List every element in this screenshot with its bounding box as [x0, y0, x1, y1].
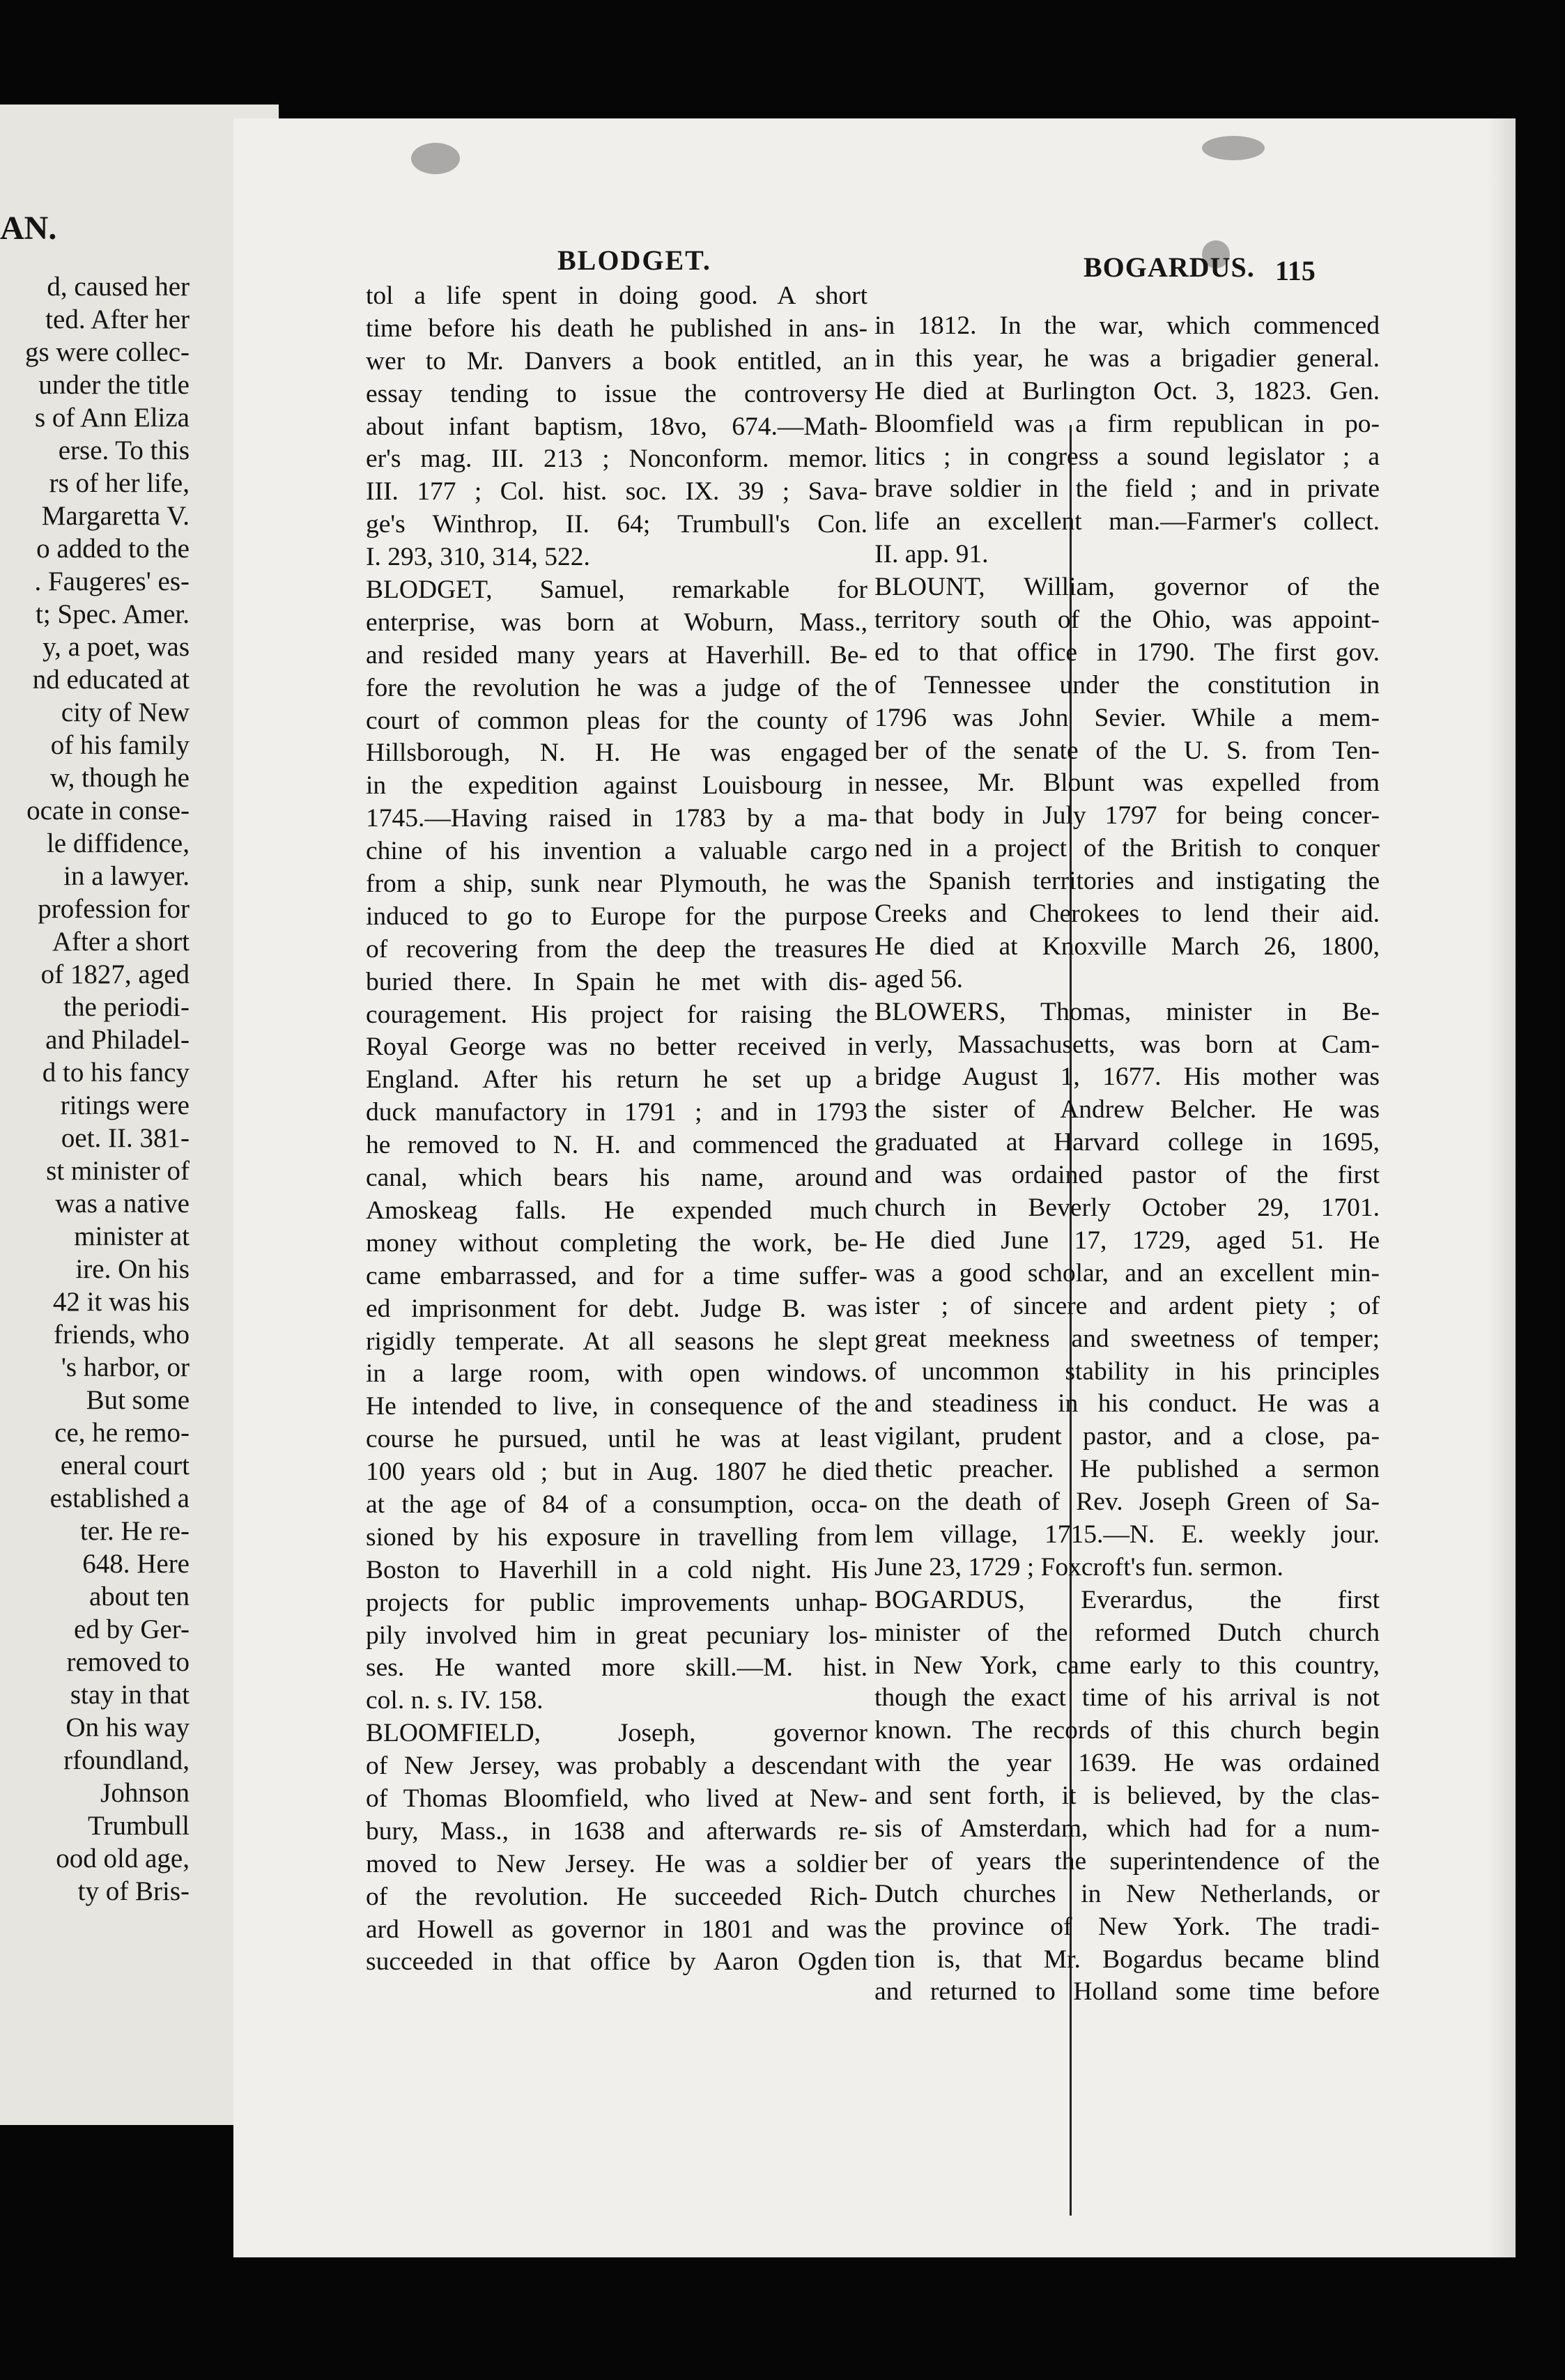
text-line: But some — [86, 1385, 190, 1415]
text-line: st minister of — [46, 1156, 190, 1186]
text-line: June 23, 1729 ; Foxcroft's fun. sermon. — [874, 1552, 1283, 1582]
text-line: about ten — [88, 1582, 190, 1612]
text-line: in the expedition against Louisbourg in — [366, 771, 868, 801]
text-line: Trumbull — [88, 1811, 190, 1841]
text-line: the Spanish territories and instigating the — [874, 867, 1380, 896]
text-line: lem village, 1715.—N. E. weekly jour. — [874, 1520, 1380, 1549]
text-line: Creeks and Cherokees to lend their aid. — [874, 899, 1380, 929]
text-line: the sister of Andrew Belcher. He was — [874, 1095, 1380, 1125]
text-line: life an excellent man.—Farmer's collect. — [874, 507, 1380, 536]
text-line: y, a poet, was — [43, 632, 190, 662]
text-line: friends, who — [54, 1320, 190, 1350]
text-line: ber of the senate of the U. S. from Ten- — [874, 736, 1380, 765]
text-line: enterprise, was born at Woburn, Mass., — [366, 608, 868, 637]
text-line: buried there. In Spain he met with dis- — [366, 967, 868, 996]
text-line: on the death of Rev. Joseph Green of Sa- — [874, 1488, 1380, 1517]
text-line: d to his fancy — [42, 1058, 190, 1088]
text-line: nd educated at — [32, 665, 190, 695]
running-head-left: BLODGET. — [557, 245, 711, 276]
text-line: minister at — [74, 1221, 190, 1251]
text-line: BLOOMFIELD, Joseph, governor — [366, 1719, 868, 1748]
text-line: essay tending to issue the controversy — [366, 379, 868, 408]
text-line: He intended to live, in consequence of the — [366, 1392, 868, 1421]
text-line: bury, Mass., in 1638 and afterwards re- — [366, 1816, 868, 1846]
text-line: Johnson — [100, 1778, 190, 1808]
page-number: 115 — [1275, 255, 1316, 286]
text-line: about infant baptism, 18vo, 674.—Math- — [366, 412, 868, 441]
text-line: After a short — [52, 927, 190, 957]
text-line: stay in that — [70, 1680, 190, 1710]
text-line: d, caused her — [47, 272, 190, 302]
text-line: induced to go to Europe for the purpose — [366, 902, 868, 931]
text-line: ned in a project of the British to conquer — [874, 834, 1380, 863]
text-line: gs were collec- — [24, 337, 190, 367]
text-line: 's harbor, or — [61, 1352, 190, 1382]
text-line: On his way — [65, 1713, 190, 1742]
text-line: pily involved him in great pecuniary los- — [366, 1621, 868, 1650]
text-line: of Thomas Bloomfield, who lived at New- — [366, 1784, 868, 1813]
text-line: sioned by his exposure in travelling from — [366, 1522, 868, 1552]
page-edge-shadow — [1488, 118, 1516, 2257]
text-line: rs of her life, — [49, 468, 190, 498]
text-line: brave soldier in the field ; and in private — [874, 474, 1380, 504]
text-line: Margaretta V. — [41, 501, 190, 531]
text-line: was a good scholar, and an excellent min- — [874, 1258, 1380, 1288]
text-line: in a large room, with open windows. — [366, 1359, 868, 1389]
text-line: fore the revolution he was a judge of the — [366, 673, 868, 702]
text-line: erse. To this — [58, 435, 190, 465]
text-line: in a lawyer. — [63, 861, 190, 891]
text-line: and was ordained pastor of the first — [874, 1161, 1380, 1190]
text-line: s of Ann Eliza — [34, 403, 190, 433]
text-line: and resided many years at Haverhill. Be- — [366, 640, 868, 670]
text-line: at the age of 84 of a consumption, occa- — [366, 1490, 868, 1519]
text-line: ritings were — [60, 1090, 190, 1120]
text-line: of Tennessee under the constitution in — [874, 670, 1380, 700]
text-line: t; Spec. Amer. — [36, 599, 190, 629]
text-line: He died at Knoxville March 26, 1800, — [874, 932, 1380, 961]
text-line: 100 years old ; but in Aug. 1807 he died — [366, 1458, 868, 1487]
text-line: and sent forth, it is believed, by the clas- — [874, 1782, 1380, 1811]
text-line: established a — [49, 1483, 190, 1513]
text-line: ber of years the superintendence of the — [874, 1846, 1380, 1876]
text-line: he removed to N. H. and commenced the — [366, 1131, 868, 1160]
text-line: bridge August 1, 1677. His mother was — [874, 1062, 1380, 1092]
text-line: profession for — [38, 894, 190, 924]
text-line: city of New — [61, 697, 190, 727]
text-line: BOGARDUS, Everardus, the first — [874, 1585, 1380, 1614]
text-line: from a ship, sunk near Plymouth, he was — [366, 870, 868, 899]
text-line: sis of Amsterdam, which had for a num- — [874, 1814, 1380, 1843]
text-line: Amoskeag falls. He expended much — [366, 1196, 868, 1225]
text-line: came embarrassed, and for a time suffer- — [366, 1261, 868, 1290]
text-line: He died at Burlington Oct. 3, 1823. Gen. — [874, 376, 1380, 405]
text-line: of 1827, aged — [40, 959, 190, 989]
text-line: moved to New Jersey. He was a soldier — [366, 1849, 868, 1878]
text-line: graduated at Harvard college in 1695, — [874, 1128, 1380, 1157]
text-line: of the revolution. He succeeded Rich- — [366, 1882, 868, 1911]
text-line: ood old age, — [56, 1844, 190, 1873]
text-line: Boston to Haverhill in a cold night. His — [366, 1555, 868, 1584]
text-line: BLOUNT, William, governor of the — [874, 573, 1380, 602]
text-line: nessee, Mr. Blount was expelled from — [874, 768, 1380, 798]
text-line: under the title — [38, 370, 190, 400]
text-line: BLOWERS, Thomas, minister in Be- — [874, 997, 1380, 1026]
text-line: in 1812. In the war, which commenced — [874, 311, 1380, 340]
text-line: er's mag. III. 213 ; Nonconform. memor. — [366, 445, 868, 474]
text-line: known. The records of this church begin — [874, 1716, 1380, 1745]
text-line: eneral court — [60, 1451, 190, 1481]
text-line: ister ; of sincere and ardent piety ; of — [874, 1291, 1380, 1320]
text-line: 1796 was John Sevier. While a mem- — [874, 703, 1380, 732]
text-line: and steadiness in his conduct. He was a — [874, 1389, 1380, 1419]
text-column-right — [874, 310, 1380, 2009]
text-line: tol a life spent in doing good. A short — [366, 281, 868, 310]
text-line: course he pursued, until he was at least — [366, 1425, 868, 1454]
text-line: though the exact time of his arrival is not — [874, 1683, 1380, 1713]
text-line: territory south of the Ohio, was appoint- — [874, 605, 1380, 635]
text-column-left — [366, 280, 868, 1979]
text-line: canal, which bears his name, around — [366, 1164, 868, 1193]
text-line: ed by Ger- — [74, 1614, 190, 1644]
text-line: chine of his invention a valuable cargo — [366, 837, 868, 866]
text-line: the periodi- — [63, 992, 190, 1022]
text-line: ses. He wanted more skill.—M. hist. — [366, 1653, 868, 1683]
text-line: ed to that office in 1790. The first gov. — [874, 638, 1380, 667]
ink-blot — [411, 143, 460, 174]
text-line: III. 177 ; Col. hist. soc. IX. 39 ; Sava- — [366, 477, 868, 507]
text-line: with the year 1639. He was ordained — [874, 1749, 1380, 1778]
text-line: wer to Mr. Danvers a book entitled, an — [366, 346, 868, 376]
text-line: Royal George was no better received in — [366, 1033, 868, 1062]
text-line: succeeded in that office by Aaron Ogden — [366, 1947, 868, 1977]
text-line: 648. Here — [82, 1549, 190, 1579]
text-line: time before his death he published in ans- — [366, 314, 868, 343]
text-line: ge's Winthrop, II. 64; Trumbull's Con. — [366, 510, 868, 539]
ink-blot — [1202, 136, 1265, 160]
text-line: minister of the reformed Dutch church — [874, 1618, 1380, 1647]
text-line: was a native — [55, 1189, 190, 1219]
text-line: tion is, that Mr. Bogardus became blind — [874, 1945, 1380, 1974]
text-line: of uncommon stability in his principles — [874, 1357, 1380, 1386]
text-line: that body in July 1797 for being concer- — [874, 801, 1380, 830]
text-line: I. 293, 310, 314, 522. — [366, 543, 590, 572]
text-line: II. app. 91. — [874, 540, 989, 569]
text-line: and returned to Holland some time before — [874, 1977, 1380, 2007]
text-line: England. After his return he set up a — [366, 1065, 868, 1095]
left-page-running-head: AN. — [0, 210, 57, 247]
text-line: He died June 17, 1729, aged 51. He — [874, 1226, 1380, 1255]
text-line: ire. On his — [75, 1254, 190, 1284]
text-line: ce, he remo- — [54, 1418, 190, 1448]
text-line: ty of Bris- — [77, 1876, 190, 1906]
left-page-text — [0, 270, 190, 1908]
text-line: BLODGET, Samuel, remarkable for — [366, 575, 868, 605]
text-line: projects for public improvements unhap- — [366, 1588, 868, 1617]
text-line: couragement. His project for raising the — [366, 1000, 868, 1029]
text-line: verly, Massachusetts, was born at Cam- — [874, 1030, 1380, 1059]
text-line: church in Beverly October 29, 1701. — [874, 1193, 1380, 1223]
text-line: in New York, came early to this country, — [874, 1651, 1380, 1680]
text-line: col. n. s. IV. 158. — [366, 1686, 543, 1715]
text-line: ter. He re- — [80, 1516, 190, 1546]
text-line: ard Howell as governor in 1801 and was — [366, 1915, 868, 1944]
text-line: duck manufactory in 1791 ; and in 1793 — [366, 1098, 868, 1127]
text-line: aged 56. — [874, 964, 964, 994]
text-line: rigidly temperate. At all seasons he slept — [366, 1327, 868, 1356]
text-line: in this year, he was a brigadier general. — [874, 343, 1380, 373]
text-line: 1745.—Having raised in 1783 by a ma- — [366, 804, 868, 833]
text-line: the province of New York. The tradi- — [874, 1912, 1380, 1941]
text-line: of New Jersey, was probably a descendant — [366, 1752, 868, 1781]
text-line: Dutch churches in New Netherlands, or — [874, 1879, 1380, 1908]
text-line: Bloomfield was a firm republican in po- — [874, 409, 1380, 438]
text-line: thetic preacher. He published a sermon — [874, 1455, 1380, 1484]
text-line: litics ; in congress a sound legislator ; a — [874, 442, 1380, 471]
running-head-right: BOGARDUS. — [1084, 252, 1255, 283]
text-line: Hillsborough, N. H. He was engaged — [366, 739, 868, 768]
book-page — [233, 118, 1516, 2257]
text-line: . Faugeres' es- — [34, 566, 190, 596]
text-line: le diffidence, — [46, 828, 190, 858]
text-line: 42 it was his — [52, 1287, 190, 1317]
text-line: great meekness and sweetness of temper; — [874, 1324, 1380, 1353]
text-line: w, though he — [49, 763, 190, 793]
text-line: oet. II. 381- — [61, 1123, 190, 1153]
text-line: ed imprisonment for debt. Judge B. was — [366, 1294, 868, 1323]
text-line: o added to the — [36, 534, 190, 564]
text-line: of recovering from the deep the treasures — [366, 934, 868, 964]
text-line: removed to — [66, 1647, 190, 1677]
text-line: ted. After her — [45, 304, 190, 334]
text-line: rfoundland, — [63, 1745, 190, 1775]
text-line: and Philadel- — [45, 1025, 190, 1055]
text-line: ocate in conse- — [26, 796, 190, 826]
text-line: of his family — [50, 730, 190, 760]
text-line: vigilant, prudent pastor, and a close, pa- — [874, 1422, 1380, 1451]
text-line: money without completing the work, be- — [366, 1228, 868, 1258]
text-line: court of common pleas for the county of — [366, 706, 868, 735]
